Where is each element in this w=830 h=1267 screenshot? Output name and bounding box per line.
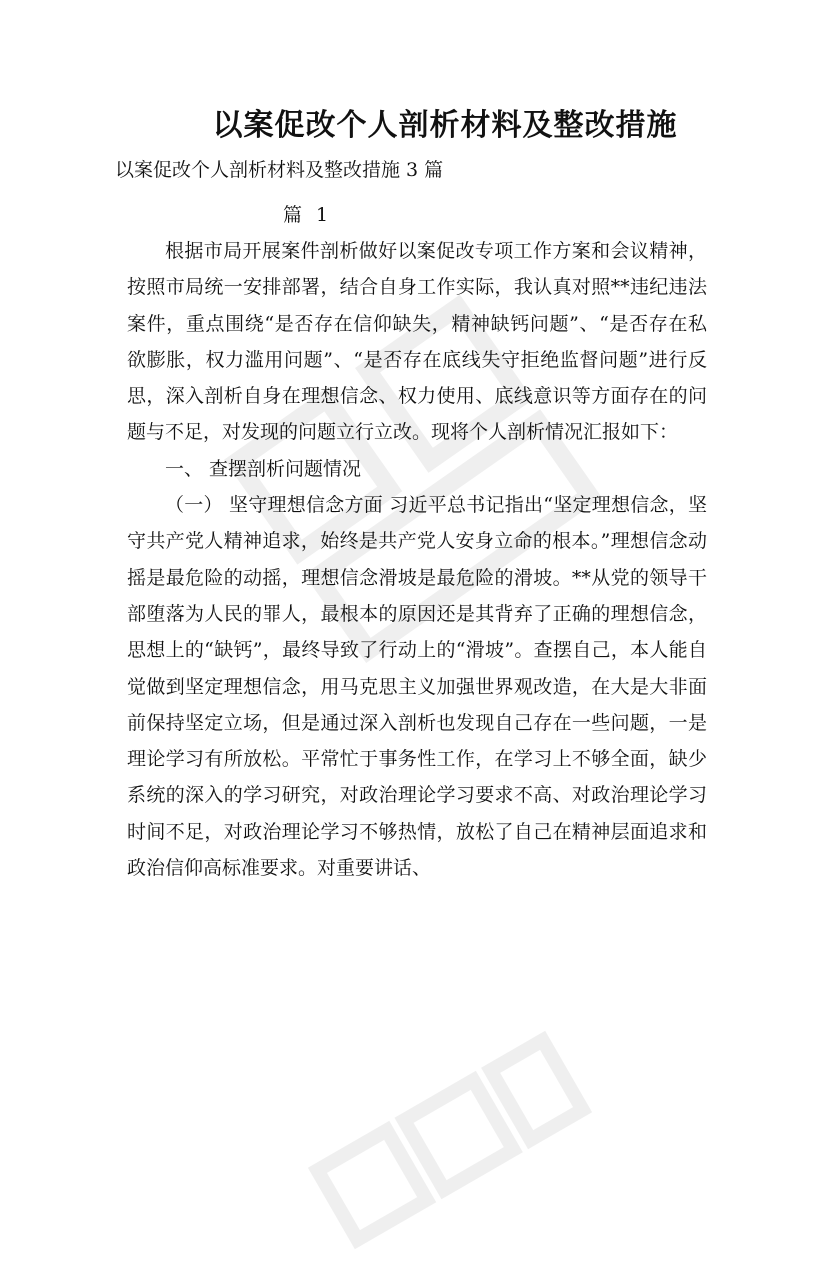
document-title: 以案促改个人剖析材料及整改措施 (212, 108, 678, 143)
section-label: 篇 1 (283, 204, 333, 226)
watermark-bottom-icon (290, 1013, 610, 1267)
document-body (127, 233, 707, 886)
paragraph-intro: 根据市局开展案件剖析做好以案促改专项工作方案和会议精神，按照市局统一安排部署，结合自身工作实际，我认真对照**违纪违法案件，重点围绕“是否存在信仰缺失，精神缺钙问题”、“是否存在私欲膨胀，权力滥用问题”、“是否存在底线失守拒绝监督问题”进行反思，深入剖析自身在理想信念、权力使用、底线意识等方面存在的问题与不足，对发现的问题立行立改。现将个人剖析情况汇报如下： (127, 240, 707, 444)
paragraph-ideals: （一） 坚守理想信念方面 习近平总书记指出“坚定理想信念，坚守共产党人精神追求，始终是共产党人安身立命的根本。”理想信念动摇是最危险的动摇，理想信念滑坡是最危险的滑坡。**从党的领导干部堕落为人民的罪人，最根本的原因还是其背弃了正确的理想信念，思想上的“缺钙”，最终导致了行动上的“滑坡”。查摆自己，本人能自觉做到坚定理想信念，用马克思主义加强世界观改造，在大是大非面前保持坚定立场，但是通过深入剖析也发现自己存在一些问题，一是理论学习有所放松。平常忙于事务性工作，在学习上不够全面，缺少系统的深入的学习研究，对政治理论学习要求不高、对政治理论学习时间不足，对政治理论学习不够热情，放松了自己在精神层面追求和政治信仰高标准要求。对重要讲话、 (127, 494, 707, 880)
heading-problems: 一、 查摆剖析问题情况 (165, 457, 362, 480)
document-subtitle: 以案促改个人剖析材料及整改措施 3 篇 (115, 159, 444, 181)
